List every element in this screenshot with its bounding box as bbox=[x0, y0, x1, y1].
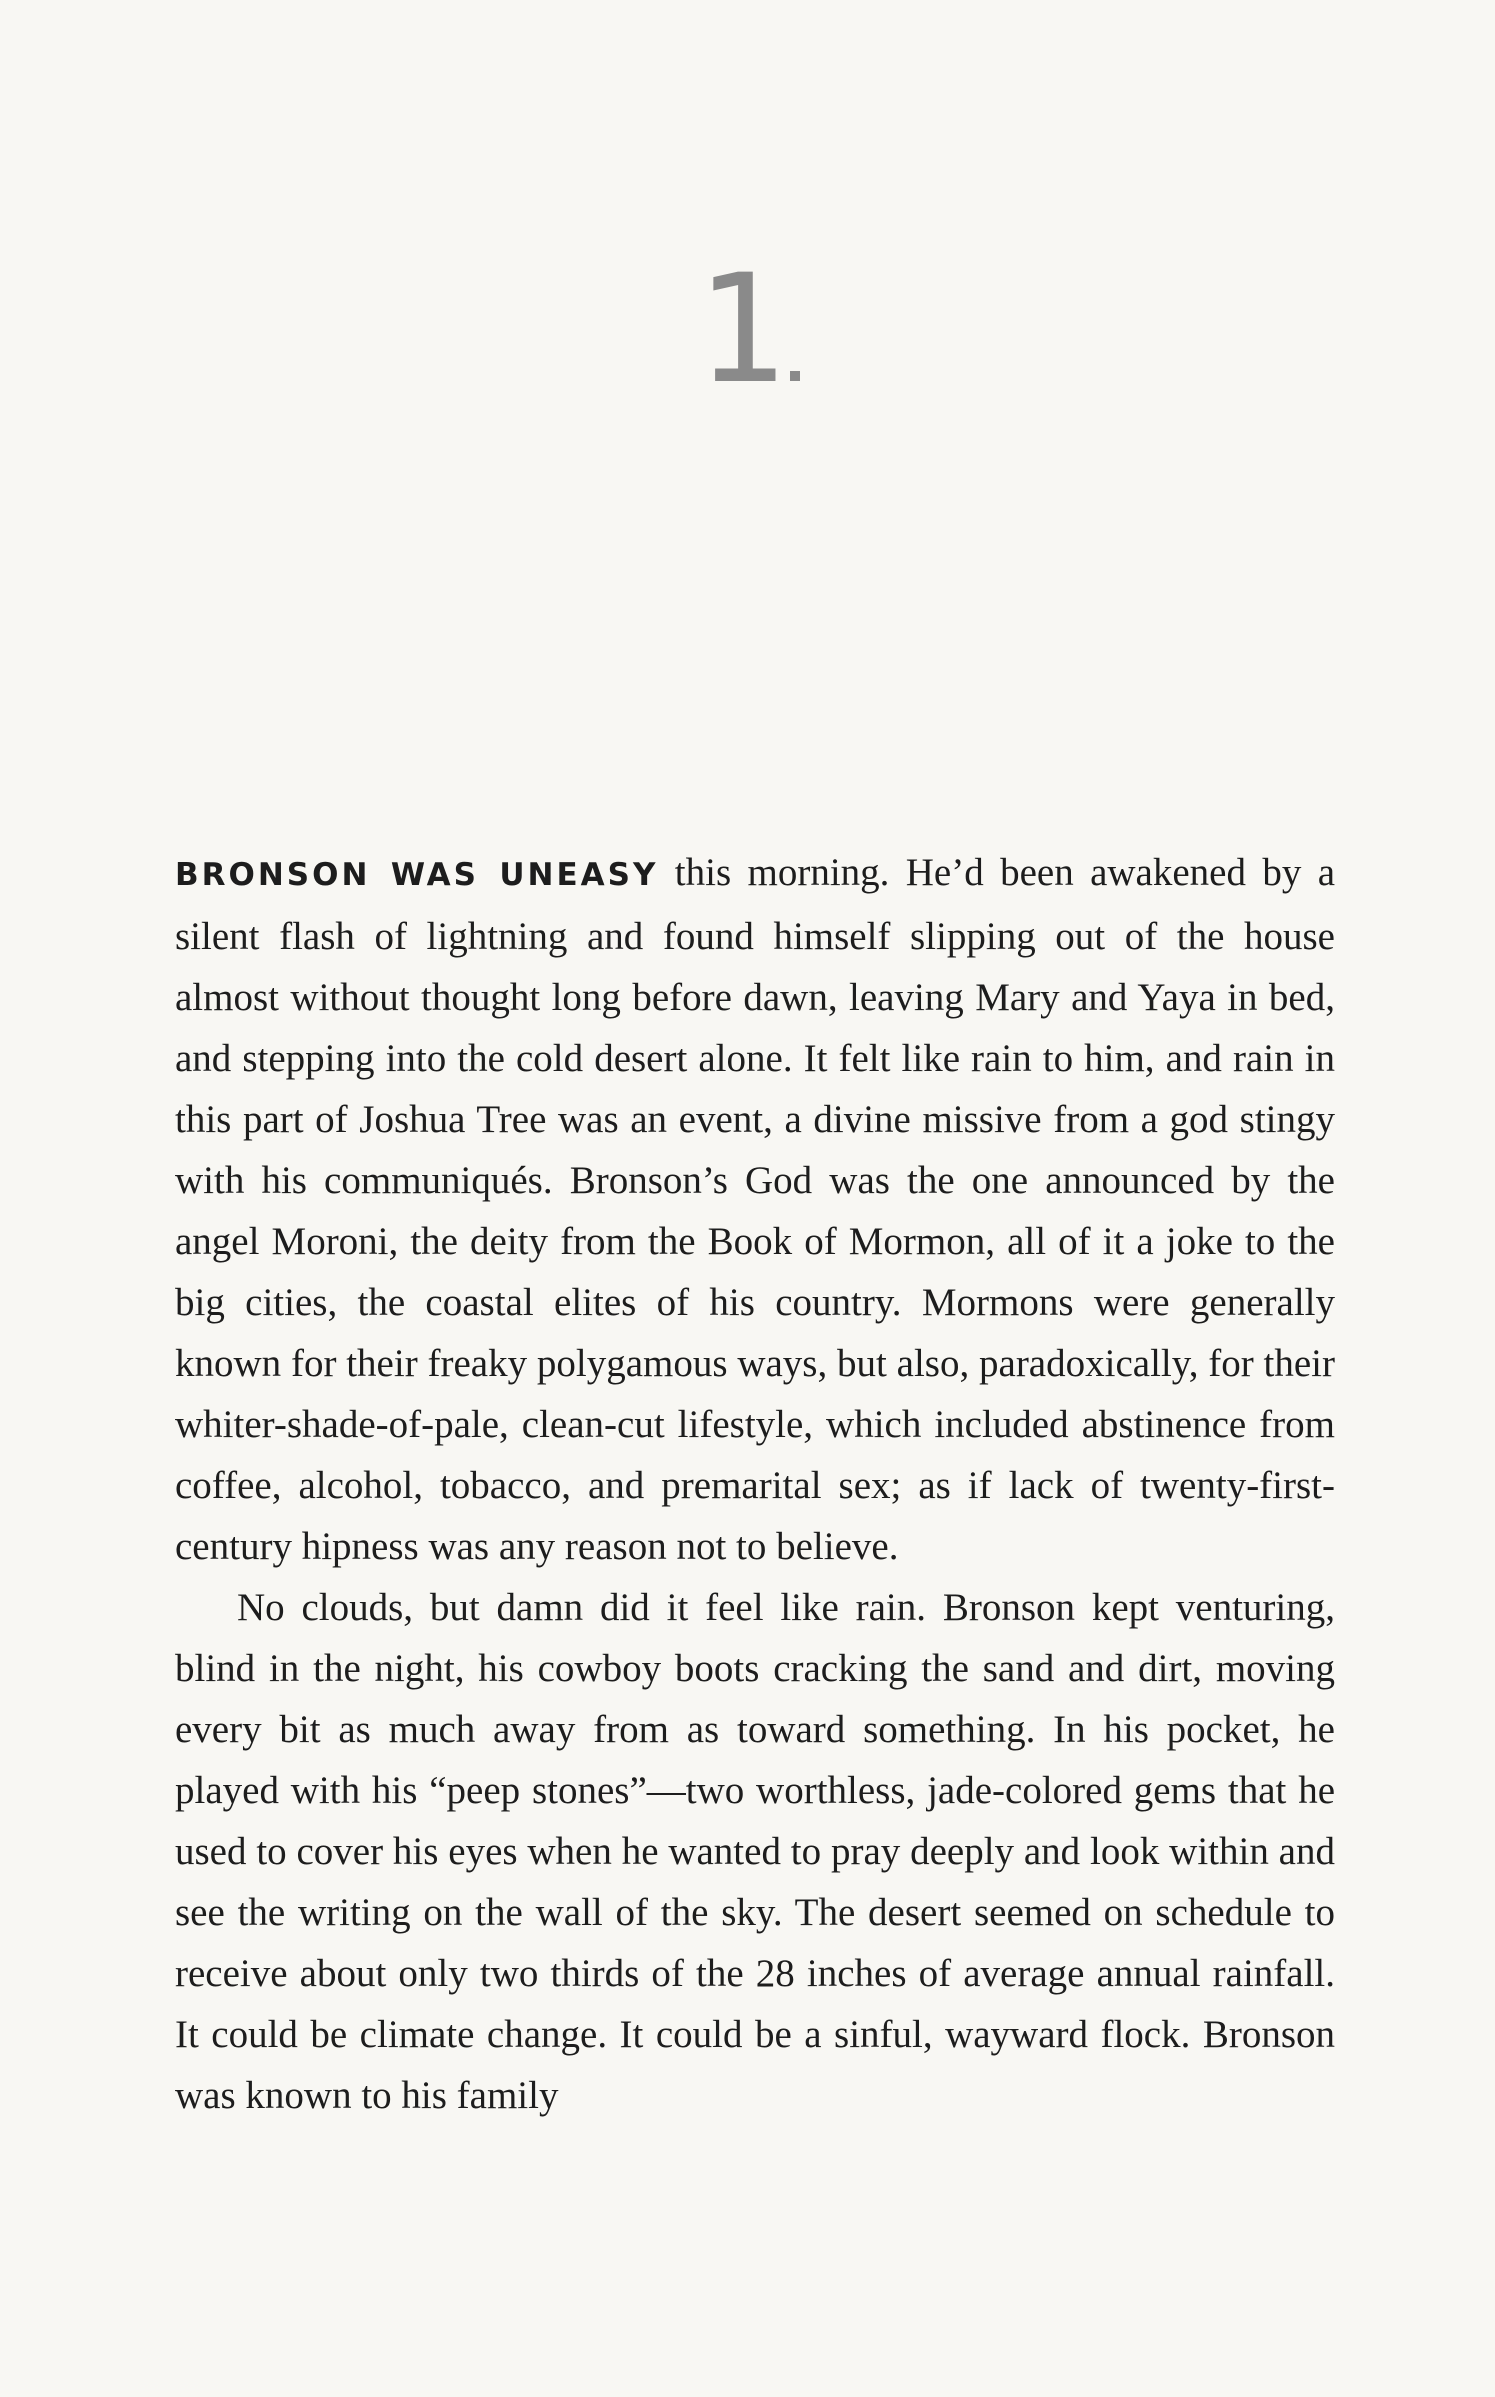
paragraph-1 bbox=[175, 842, 1335, 1577]
chapter-heading bbox=[0, 243, 1495, 417]
paragraph-1-text: this morning. He’d been awakened by a silent flash of lightning and found himself slipping out of the house almost without thought long before dawn, leaving Mary and Yaya in bed, and stepping into the cold desert alone. It felt like rain to him, and rain in this part of Joshua Tree was an event, a divine missive from a god stingy with his communiqués. Bronson’s God was the one announced by the angel Moroni, the deity from the Book of Mormon, all of it a joke to the big cities, the coastal elites of his country. Mormons were generally known for their freaky polygamous ways, but also, paradoxically, for their whiter-shade-of-pale, clean-cut lifestyle, which included abstinence from coffee, alcohol, tobacco, and premarital sex; as if lack of twenty-first-century hipness was any reason not to believe. bbox=[175, 851, 1336, 1568]
paragraph-2-text: No clouds, but damn did it feel like rain. Bronson kept venturing, blind in the night, his cowboy boots cracking the sand and dirt, moving every bit as much away from as toward something. In his pocket, he played with his “peep stones”—two worthless, jade-colored gems that he used to cover his eyes when he wanted to pray deeply and look within and see the writing on the wall of the sky. The desert seemed on schedule to receive about only two thirds of the 28 inches of average annual rainfall. It could be climate change. It could be a sinful, wayward flock. Bronson was known to his family bbox=[175, 1586, 1335, 2117]
chapter-number-period bbox=[790, 371, 800, 381]
paragraph-lead-in: BRONSON WAS UNEASY bbox=[175, 857, 659, 893]
chapter-body bbox=[175, 842, 1335, 2126]
chapter-number: 1 bbox=[695, 243, 786, 417]
paragraph-2 bbox=[175, 1577, 1335, 2126]
